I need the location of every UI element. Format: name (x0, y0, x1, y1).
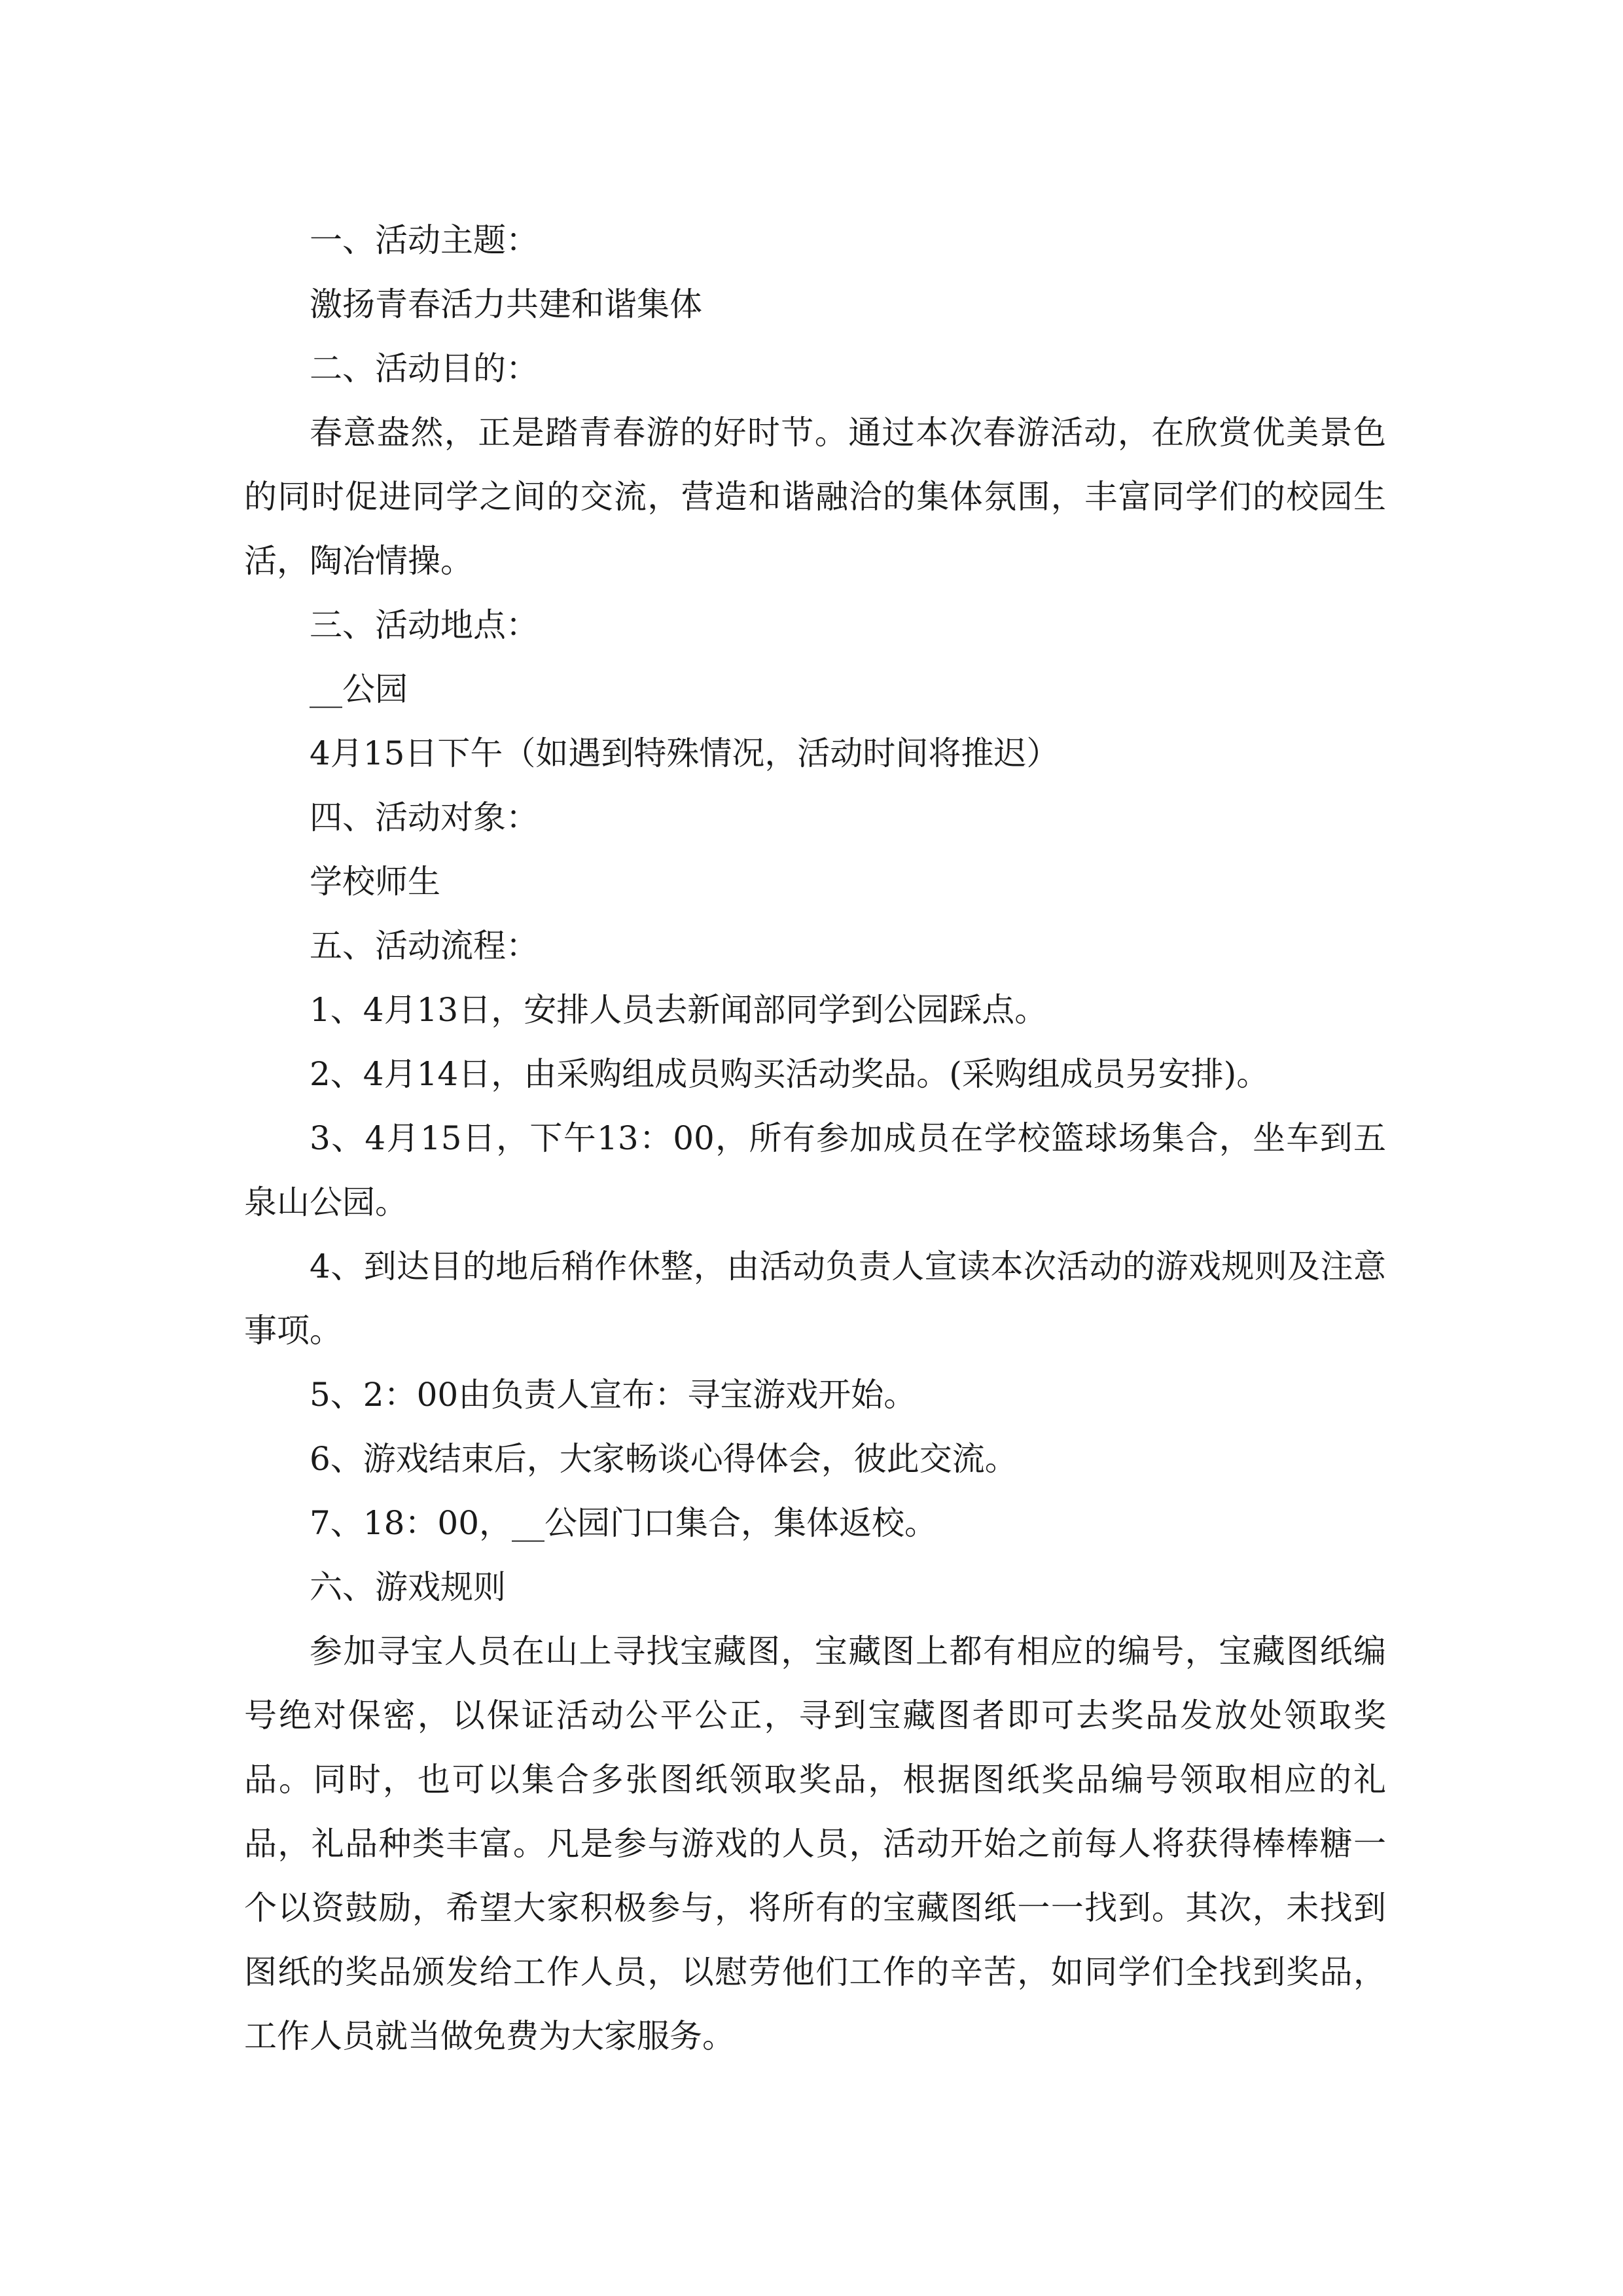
list-item: 6、游戏结束后，大家畅谈心得体会，彼此交流。 (310, 1440, 1018, 1478)
paragraph: 春意盎然，正是踏青春游的好时节。通过本次春游活动，在欣赏优美景色的同时促进同学之间的交流，营造和谐融洽的集体氛围，丰富同学们的校园生活，陶冶情操。 (244, 414, 1386, 580)
list-item: 1、4月13日，安排人员去新闻部同学到公园踩点。 (310, 991, 1048, 1029)
list-item: 5、2：00由负责人宣布：寻宝游戏开始。 (310, 1376, 917, 1414)
paragraph: 激扬青春活力共建和谐集体 (310, 285, 702, 323)
paragraph: 学校师生 (310, 863, 440, 901)
paragraph: 4月15日下午（如遇到特殊情况，活动时间将推迟） (310, 734, 1060, 772)
list-item: 2、4月14日，由采购组成员购买活动奖品。(采购组成员另安排)。 (310, 1055, 1270, 1093)
list-item: 4、到达目的地后稍作休整，由活动负责人宣读本次活动的游戏规则及注意事项。 (244, 1247, 1386, 1350)
heading-activity-process: 五、活动流程： (310, 927, 539, 965)
document-body (244, 208, 1386, 2068)
heading-activity-location: 三、活动地点： (310, 606, 539, 644)
heading-activity-participants: 四、活动对象： (310, 798, 539, 836)
paragraph: __公园 (310, 670, 408, 708)
heading-game-rules: 六、游戏规则 (310, 1568, 506, 1606)
paragraph: 参加寻宝人员在山上寻找宝藏图，宝藏图上都有相应的编号，宝藏图纸编号绝对保密，以保证活动公平公正，寻到宝藏图者即可去奖品发放处领取奖品。同时，也可以集合多张图纸领取奖品，根据图纸奖品编号领取相应的礼品，礼品种类丰富。凡是参与游戏的人员，活动开始之前每人将获得棒棒糖一个以资鼓励，希望大家积极参与，将所有的宝藏图纸一一找到。其次，未找到图纸的奖品颁发给工作人员，以慰劳他们工作的辛苦，如同学们全找到奖品，工作人员就当做免费为大家服务。 (244, 1632, 1386, 2055)
heading-activity-theme: 一、活动主题： (310, 221, 539, 259)
list-item: 3、4月15日，下午13：00，所有参加成员在学校篮球场集合，坐车到五泉山公园。 (244, 1119, 1386, 1221)
list-item: 7、18：00，__公园门口集合，集体返校。 (310, 1504, 938, 1542)
heading-activity-purpose: 二、活动目的： (310, 350, 539, 387)
